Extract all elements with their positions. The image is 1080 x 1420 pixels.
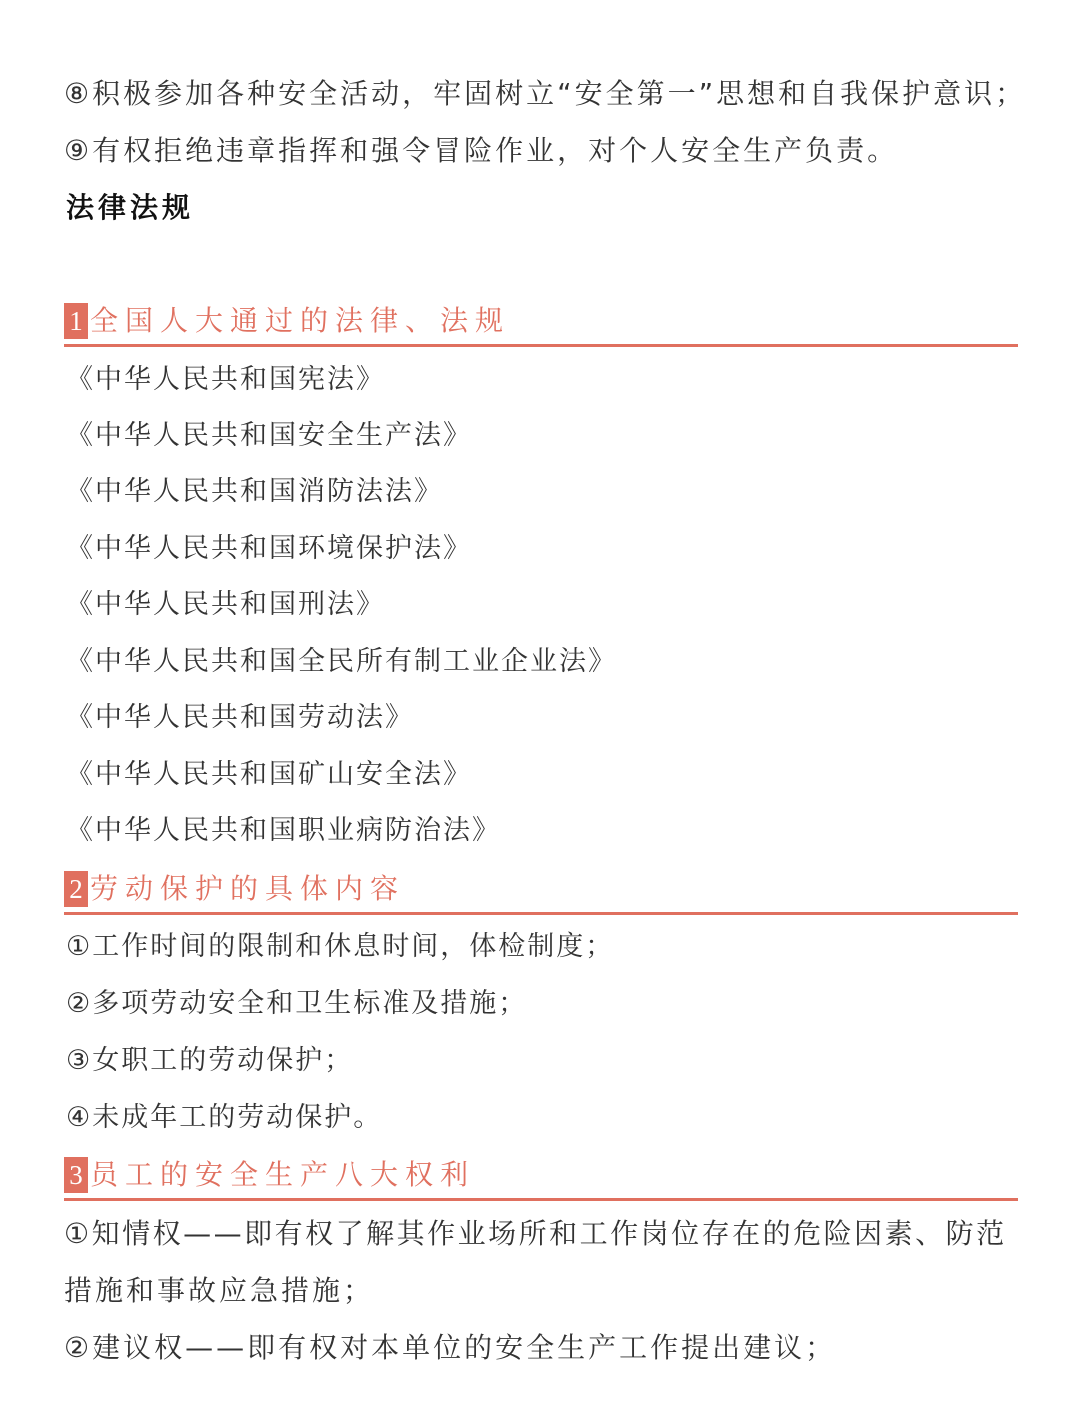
list-item: ④未成年工的劳动保护。 bbox=[66, 1102, 383, 1133]
section-number-badge: 1 bbox=[64, 303, 88, 339]
law-item: 《中华人民共和国环境保护法》 bbox=[66, 533, 472, 564]
section-1-header bbox=[64, 300, 1018, 346]
list-item: ②建议权——即有权对本单位的安全生产工作提出建议； bbox=[64, 1331, 837, 1364]
section-number-badge: 3 bbox=[64, 1157, 88, 1193]
section-title: 员工的安全生产八大权利 bbox=[90, 1158, 476, 1191]
law-item: 《中华人民共和国消防法法》 bbox=[66, 476, 443, 507]
section-3-header bbox=[64, 1154, 1018, 1200]
list-item: ①知情权——即有权了解其作业场所和工作岗位存在的危险因素、防范 bbox=[64, 1217, 1007, 1250]
law-item: 《中华人民共和国刑法》 bbox=[66, 589, 385, 620]
list-item: ②多项劳动安全和卫生标准及措施； bbox=[66, 988, 528, 1019]
section-number-badge: 2 bbox=[64, 871, 88, 907]
laws-heading: 法律法规 bbox=[66, 191, 195, 224]
section-2-header bbox=[64, 868, 1018, 914]
list-item-continuation: 措施和事故应急措施； bbox=[64, 1274, 375, 1307]
section-divider bbox=[64, 912, 1018, 915]
law-item: 《中华人民共和国安全生产法》 bbox=[66, 420, 472, 451]
law-item: 《中华人民共和国矿山安全法》 bbox=[66, 759, 472, 790]
law-item: 《中华人民共和国劳动法》 bbox=[66, 702, 414, 733]
law-item: 《中华人民共和国职业病防治法》 bbox=[66, 815, 501, 846]
intro-item-8: ⑧积极参加各种安全活动，牢固树立“安全第一”思想和自我保护意识； bbox=[64, 77, 1027, 110]
intro-item-9: ⑨有权拒绝违章指挥和强令冒险作业，对个人安全生产负责。 bbox=[64, 134, 899, 167]
law-item: 《中华人民共和国全民所有制工业企业法》 bbox=[66, 646, 617, 677]
list-item: ①工作时间的限制和休息时间，体检制度； bbox=[66, 931, 615, 962]
section-title: 全国人大通过的法律、法规 bbox=[90, 304, 511, 337]
section-title: 劳动保护的具体内容 bbox=[90, 872, 406, 905]
law-item: 《中华人民共和国宪法》 bbox=[66, 364, 385, 395]
section-divider bbox=[64, 344, 1018, 347]
section-divider bbox=[64, 1198, 1018, 1201]
list-item: ③女职工的劳动保护； bbox=[66, 1045, 354, 1076]
